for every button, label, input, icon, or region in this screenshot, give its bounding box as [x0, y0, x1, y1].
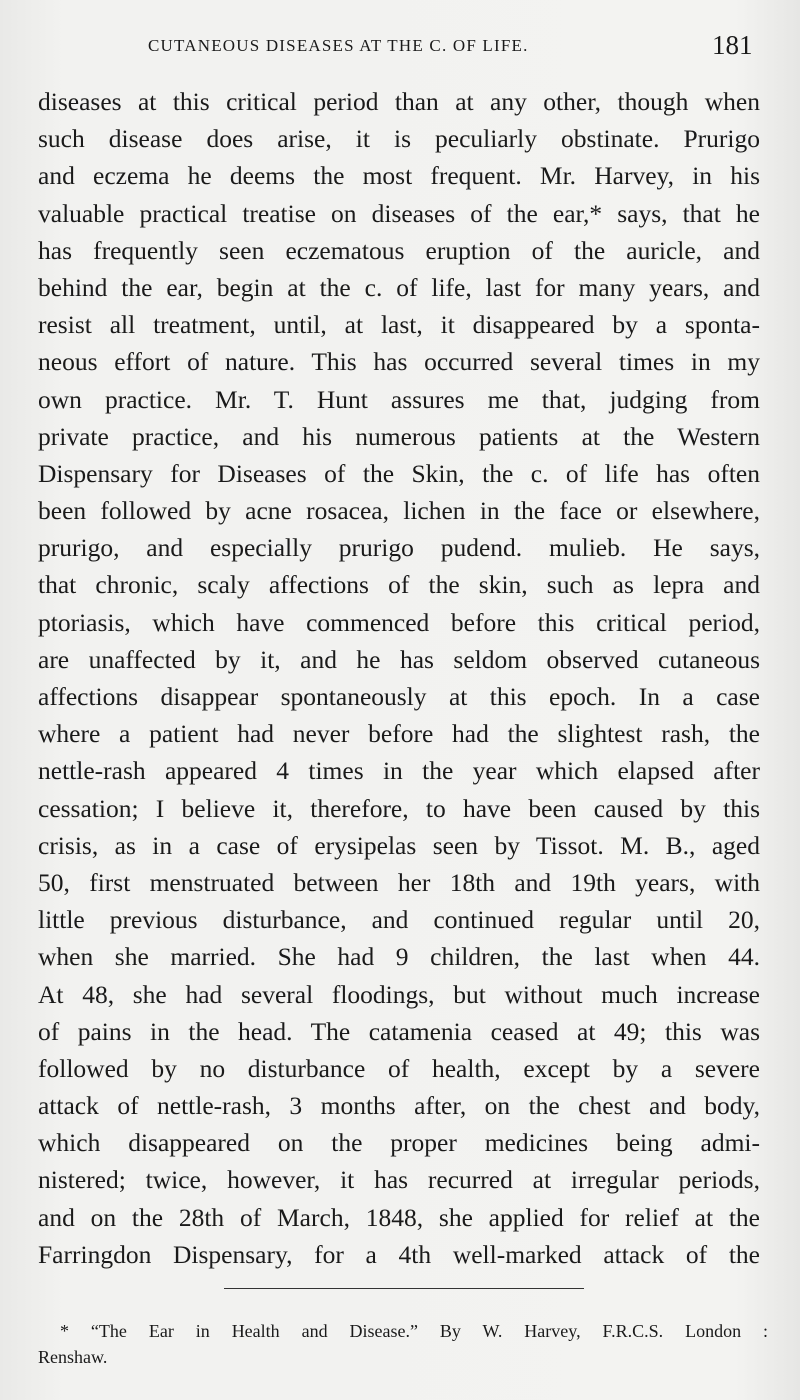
text-line: nettle-rash appeared 4 times in the year which elapsed after	[38, 756, 760, 786]
text-line: valuable practical treatise on diseases of the ear,* says, that he	[38, 198, 760, 228]
text-line: are unaffected by it, and he has seldom observed cutaneous	[38, 644, 760, 674]
text-line: and eczema he deems the most frequent. Mr. Harvey, in his	[38, 161, 760, 191]
text-line: nistered; twice, however, it has recurred at irregular periods,	[38, 1165, 760, 1195]
text-line: own practice. Mr. T. Hunt assures me that, judging from	[38, 384, 760, 414]
text-line: followed by no disturbance of health, except by a severe	[38, 1053, 760, 1083]
page-header	[0, 30, 800, 70]
text-line: resist all treatment, until, at last, it disappeared by a sponta-	[38, 310, 760, 340]
text-line: neous effort of nature. This has occurred several times in my	[38, 347, 760, 377]
text-line: Farringdon Dispensary, for a 4th well-marked attack of the	[38, 1239, 760, 1269]
footnote-line: * “The Ear in Health and Disease.” By W. Harvey, F.R.C.S. London :	[60, 1321, 768, 1341]
text-line: which disappeared on the proper medicines being admi-	[38, 1128, 760, 1158]
text-line: been followed by acne rosacea, lichen in the face or elsewhere,	[38, 496, 760, 526]
text-line: such disease does arise, it is peculiarly obstinate. Prurigo	[38, 124, 760, 154]
text-line: that chronic, scaly affections of the skin, such as lepra and	[38, 570, 760, 600]
text-line: affections disappear spontaneously at this epoch. In a case	[38, 682, 760, 711]
running-head: CUTANEOUS DISEASES AT THE C. OF LIFE.	[148, 36, 529, 55]
text-line: behind the ear, begin at the c. of life, last for many years, and	[38, 272, 760, 302]
footnote	[38, 1318, 768, 1370]
text-line: diseases at this critical period than at any other, though when	[38, 87, 760, 116]
text-line: At 48, she had several floodings, but without much increase	[38, 979, 760, 1009]
text-line: Dispensary for Diseases of the Skin, the c. of life has often	[38, 458, 760, 488]
text-line: where a patient had never before had the slightest rash, the	[38, 719, 760, 749]
text-line: prurigo, and especially prurigo pudend. mulieb. He says,	[38, 533, 760, 563]
page-number: 181	[712, 30, 753, 60]
footnote-divider	[224, 1288, 584, 1289]
footnote-line: Renshaw.	[38, 1347, 108, 1367]
text-line: ptoriasis, which have commenced before this critical period,	[38, 607, 760, 637]
text-line: has frequently seen eczematous eruption of the auricle, and	[38, 235, 760, 265]
text-line: and on the 28th of March, 1848, she applied for relief at the	[38, 1202, 760, 1232]
text-line: when she married. She had 9 children, the last when 44.	[38, 942, 760, 972]
text-line: crisis, as in a case of erysipelas seen by Tissot. M. B., aged	[38, 830, 760, 860]
text-line: private practice, and his numerous patients at the Western	[38, 421, 760, 451]
text-line: little previous disturbance, and continued regular until 20,	[38, 905, 760, 935]
text-line: cessation; I believe it, therefore, to have been caused by this	[38, 793, 760, 823]
body-text	[38, 83, 760, 1273]
text-line: attack of nettle-rash, 3 months after, on the chest and body,	[38, 1091, 760, 1121]
text-line: 50, first menstruated between her 18th and 19th years, with	[38, 867, 760, 897]
text-line: of pains in the head. The catamenia ceased at 49; this was	[38, 1016, 760, 1046]
